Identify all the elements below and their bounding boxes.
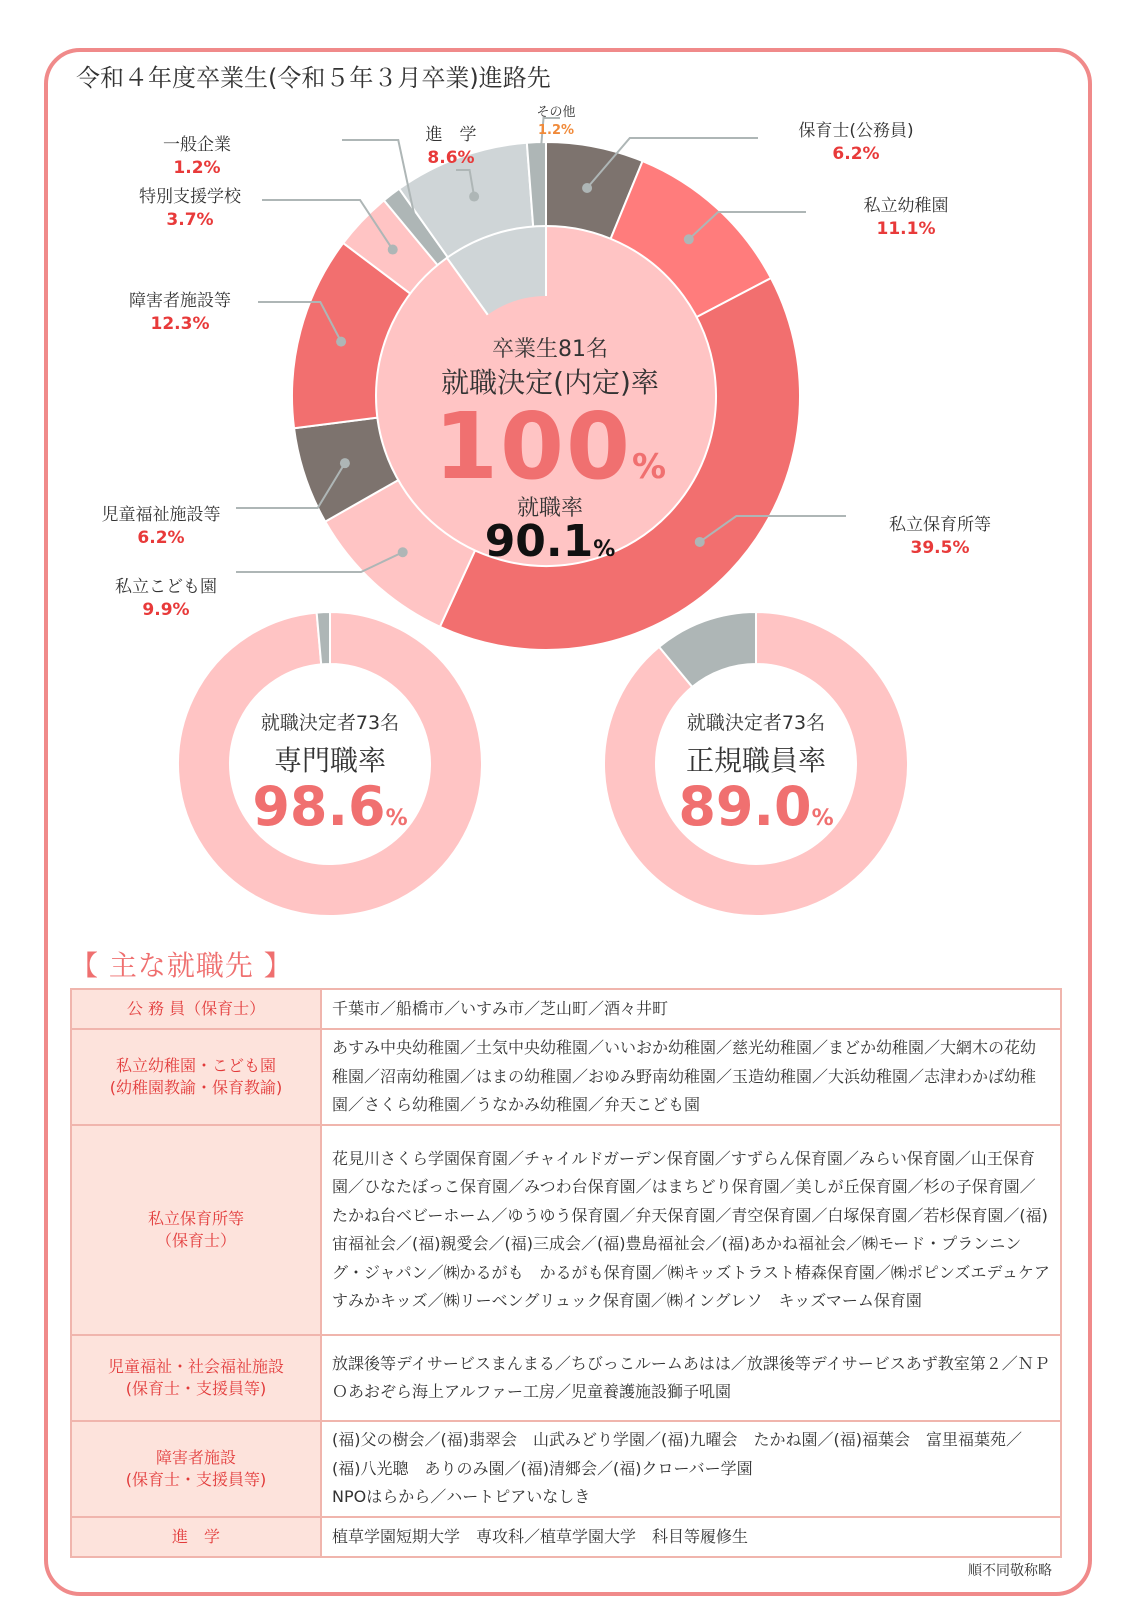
label-child-welfare: 児童福祉施設等 6.2% [101,505,221,548]
label-private-kodomoen: 私立こども園 9.9% [115,577,217,620]
label-private-nursery: 私立保育所等 39.5% [889,515,991,558]
table-row [71,1029,1061,1125]
category-cell: 公 務 員（保育士） [71,989,321,1029]
category-cell: 私立保育所等 （保育士） [71,1125,321,1335]
employers-cell: 花見川さくら学園保育園／チャイルドガーデン保育園／すずらん保育園／みらい保育園／山王保育園／ひなたぼっこ保育園／みつわ台保育園／はまちどり保育園／美しが丘保育園／杉の子保育園／たかね台ベビーホーム／ゆうゆう保育園／弁天保育園／青空保育園／白塚保育園／若杉保育園／(福)宙福祉会／(福)親愛会／(福)三成会／(福)豊島福祉会／(福)あかね福祉会／㈱モード・プランニング・ジャパン／㈱かるがも かるがも保育園／㈱キッズトラスト椿森保育園／㈱ポピンズエデュケアすみかキッズ／㈱リーベングリュック保育園／㈱イングレソ キッズマーム保育園 [321,1125,1061,1335]
leader-dot [533,179,543,189]
job-decision-rate: 100% [433,393,667,500]
right-donut-caption: 就職決定者73名 [686,712,826,734]
right-donut-center [656,708,856,838]
leader-dot [582,183,592,193]
label-general-company: 一般企業 1.2% [163,135,231,178]
table-row [71,1335,1061,1421]
employers-cell: 放課後等デイサービスまんまる／ちびっこルームあはは／放課後等デイサービスあず教室第２／ＮＰＯあおぞら海上アルファー工房／児童養護施設獅子吼園 [321,1335,1061,1421]
label-further-study: 進 学 8.6% [425,125,477,168]
graduates-count: 卒業生81名 [492,337,608,362]
main-donut-center [400,332,700,567]
table-row [71,1421,1061,1517]
main-employers-heading: 【 主な就職先 】 [70,949,293,982]
label-public-childcare: 保育士(公務員) 6.2% [798,121,914,164]
footnote: 順不同敬称略 [968,1563,1052,1579]
leader-dot [340,458,350,468]
leader-dot [684,234,694,244]
label-other: その他 1.2% [536,105,576,138]
category-cell: 児童福祉・社会福祉施設 (保育士・支援員等) [71,1335,321,1421]
label-special-school: 特別支援学校 3.7% [139,187,241,230]
page-title: 令和４年度卒業生(令和５年３月卒業)進路先 [76,64,551,92]
employers-cell: 植草学園短期大学 専攻科／植草学園大学 科目等履修生 [321,1517,1061,1557]
label-private-kindergarten: 私立幼稚園 11.1% [863,196,949,239]
table-row [71,1517,1061,1557]
left-donut-caption: 就職決定者73名 [260,712,400,734]
table-row [71,1125,1061,1335]
category-cell: 私立幼稚園・こども園 (幼稚園教諭・保育教諭) [71,1029,321,1125]
employers-cell: あすみ中央幼稚園／土気中央幼稚園／いいおか幼稚園／慈光幼稚園／まどか幼稚園／大網木の花幼稚園／沼南幼稚園／はまの幼稚園／おゆみ野南幼稚園／玉造幼稚園／大浜幼稚園／志津わかば幼稚園／さくら幼稚園／うなかみ幼稚園／弁天こども園 [321,1029,1061,1125]
employers-table [70,988,1062,1558]
employment-rate: 90.1% [484,516,616,567]
leader-dot [388,245,398,255]
table-row [71,989,1061,1029]
right-donut-value: 89.0% [678,775,834,838]
left-donut-label: 専門職率 [273,744,386,777]
leader-dot [412,223,422,233]
right-donut-label: 正規職員率 [685,744,826,777]
category-cell: 障害者施設 (保育士・支援員等) [71,1421,321,1517]
job-decision-label: 就職決定(内定)率 [441,366,659,399]
employers-cell: 千葉市／船橋市／いすみ市／芝山町／酒々井町 [321,989,1061,1029]
leader-dot [469,192,479,202]
employment-label: 就職率 [516,496,583,521]
employers-cell: (福)父の樹会／(福)翡翠会 山武みどり学園／(福)九曜会 たかね園／(福)福葉会 富里福葉苑／(福)八光聰 ありのみ園／(福)清郷会／(福)クローバー学園 NPOはらから／ハートピアいなしき [321,1421,1061,1517]
leader-dot [336,337,346,347]
left-donut-center [230,708,430,838]
label-disability-facility: 障害者施設等 12.3% [129,291,231,334]
left-donut-value: 98.6% [252,775,408,838]
category-cell: 進 学 [71,1517,321,1557]
